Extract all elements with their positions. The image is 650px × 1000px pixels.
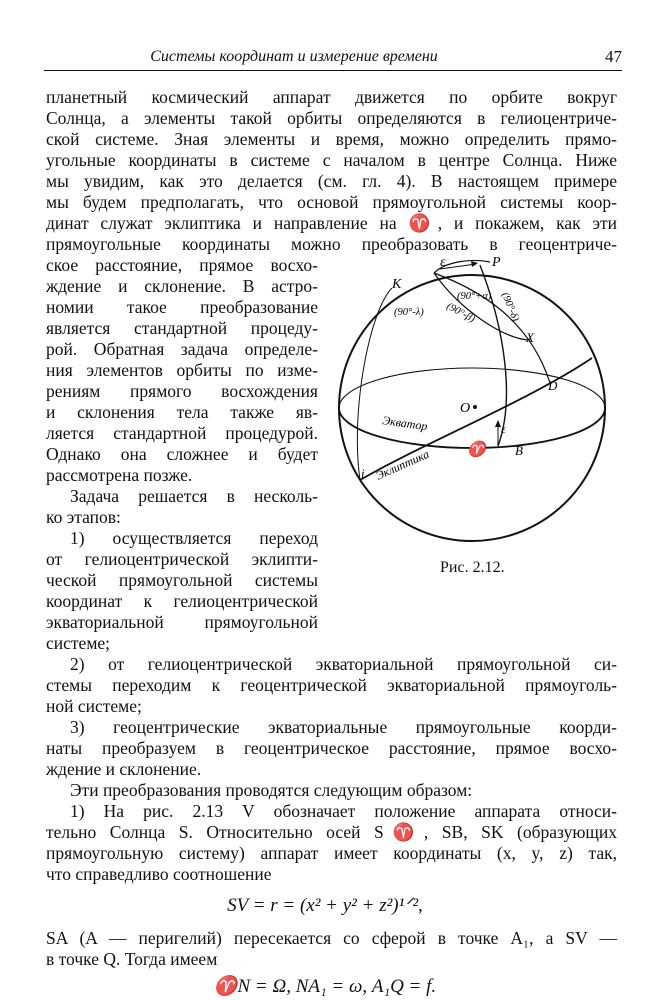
text-line: в точке Q. Тогда имеем bbox=[46, 949, 218, 969]
text-line: 1) На рис. 2.13 V обозначает положение аппарата относи- bbox=[70, 801, 617, 821]
text-line: от гелиоцентрической эклипти- bbox=[46, 549, 318, 569]
label-i: i bbox=[361, 466, 365, 481]
label-ecliptic: Эклиптика bbox=[373, 446, 432, 483]
running-header bbox=[44, 44, 622, 70]
text-line: рой. Обратная задача определе- bbox=[46, 339, 318, 359]
text-line: номии такое преобразование bbox=[46, 297, 318, 317]
label-angle-beta: (90°-β) bbox=[444, 300, 477, 325]
label-x: X bbox=[526, 330, 534, 345]
text-line: ния элементов орбиты по изме- bbox=[46, 360, 318, 380]
text-line: мы увидим, как это делается (см. гл. 4). В настоящем примере bbox=[46, 171, 617, 191]
formula-radius: SV = r = (x² + y² + z²)¹ᐟ², bbox=[227, 895, 423, 916]
text-line: планетный космический аппарат движется по орбите вокруг bbox=[46, 87, 617, 107]
text-line: что справедливо соотношение bbox=[46, 864, 272, 884]
text-line: координат к гелиоцентрической bbox=[46, 591, 318, 611]
text-line: стемы переходим к геоцентрической экваториальной прямоуголь- bbox=[46, 675, 617, 695]
label-d: D bbox=[548, 378, 558, 393]
celestial-sphere-figure bbox=[330, 250, 620, 550]
text-line: мы будем предполагать, что основой прямоугольной системы коор- bbox=[46, 192, 617, 212]
arrowhead-top bbox=[471, 261, 478, 267]
text-line: ской системе. Зная элементы и время, можно определить прямо- bbox=[46, 129, 617, 149]
text-line: 2) от гелиоцентрической экваториальной прямоугольной си- bbox=[70, 654, 617, 674]
text-line: прямоугольные координаты можно преобразовать в геоцентриче- bbox=[46, 234, 617, 254]
formula-angles: ♈N = Ω, NA₁ = ω, A₁Q = f. bbox=[213, 976, 437, 997]
label-k: K bbox=[392, 277, 402, 292]
label-angle-delta: (90°-δ) bbox=[499, 291, 521, 324]
text-line: Солнца, а элементы такой орбиты определяются в гелиоцентриче- bbox=[46, 108, 617, 128]
text-line: прямоугольную систему) аппарат имеет координаты (x, y, z) так, bbox=[46, 843, 617, 863]
text-line: системе; bbox=[46, 633, 111, 653]
text-line: ческой прямоугольной системы bbox=[46, 570, 318, 590]
label-epsilon-bottom: ε bbox=[501, 422, 506, 436]
text-line: является стандартной процеду- bbox=[46, 318, 318, 338]
header-title: Системы координат и измерение времени bbox=[150, 48, 438, 65]
text-line: ной системе; bbox=[46, 696, 142, 716]
text-line: Эти преобразования проводятся следующим образом: bbox=[70, 780, 473, 800]
label-equator: Экватор bbox=[381, 413, 429, 434]
text-line: ляется стандартной процедурой. bbox=[46, 423, 318, 443]
text-line: ко этапов: bbox=[46, 507, 121, 527]
text-line: Задача решается в несколь- bbox=[70, 486, 318, 506]
text-line: ждение и склонение. bbox=[46, 759, 202, 779]
label-p: P bbox=[492, 255, 501, 270]
text-line: тельно Солнца S. Относительно осей S♈, SB, SK (образующих bbox=[46, 822, 617, 842]
text-line: динат служат эклиптика и направление на ♈, и покажем, как эти bbox=[46, 213, 617, 233]
label-b: B bbox=[515, 443, 523, 458]
text-line: ждение и склонение. В астро- bbox=[46, 276, 318, 296]
text-line: ское расстояние, прямое восхо- bbox=[46, 255, 318, 275]
label-epsilon-top: ε bbox=[440, 255, 446, 270]
label-angle-lambda: (90°-λ) bbox=[394, 307, 424, 318]
label-aries: ♈ bbox=[467, 442, 486, 458]
text-line: 1) осуществляется переход bbox=[70, 528, 318, 548]
text-line: и склонения тела также яв- bbox=[46, 402, 318, 422]
text-line: наты преобразуем в геоцентрическое расстояние, прямое восхо- bbox=[46, 738, 617, 758]
text-line: SA (A — перигелий) пересекается со сферой в точке A₁, а SV — bbox=[46, 928, 617, 948]
label-angle-alpha: (90°+α) bbox=[457, 291, 492, 302]
header-rule bbox=[44, 70, 622, 71]
text-line: рениям прямого восхождения bbox=[46, 381, 318, 401]
text-line: 3) геоцентрические экваториальные прямоугольные коорди- bbox=[70, 717, 617, 737]
label-o: O bbox=[460, 401, 471, 416]
page-number: 47 bbox=[605, 47, 622, 66]
text-line: рассмотрена позже. bbox=[46, 465, 193, 485]
text-line: Однако она сложнее и будет bbox=[46, 444, 318, 464]
figure-caption: Рис. 2.12. bbox=[440, 559, 505, 576]
center-point bbox=[473, 405, 477, 409]
text-line: экваториальной прямоугольной bbox=[46, 612, 318, 632]
text-line: угольные координаты в системе с началом в центре Солнца. Ниже bbox=[46, 150, 617, 170]
